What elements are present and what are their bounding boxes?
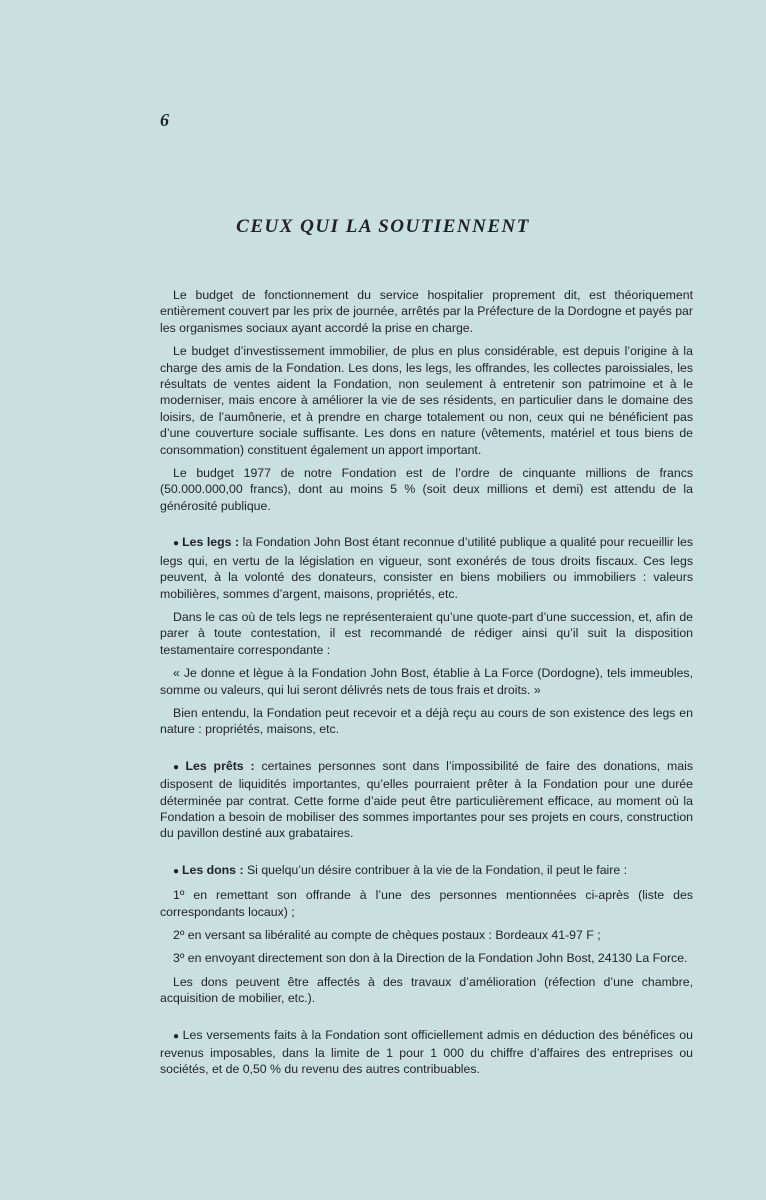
paragraph-dons-affectes: Les dons peuvent être affectés à des travaux d’amélioration (réfection d’une chambre, acquisition de mobilier, etc.). — [160, 974, 693, 1006]
bullet-icon: ● — [173, 865, 180, 877]
paragraph-budget-investissement: Le budget d’investissement immobilier, de plus en plus considérable, est depuis l’origine à la charge des amis de la Fondation. Les dons, les legs, les offrandes, les collectes paroissiales, les résultats de ventes aident la Fondation, non seulement à entretenir son patrimoine et à le moderniser, mais encore à améliorer la vie de ses résidents, en particulier dans le domaine des loisirs, de l’aumônerie, et à prendre en charge totalement ou non, ceux qui ne bénéficient pas d’une couverture sociale suffisante. Les dons en nature (vêtements, matériel et tous biens de consommation) constituent également un apport important. — [160, 344, 693, 457]
bullet-icon: ● — [173, 761, 183, 773]
bullet-icon: ● — [173, 538, 180, 550]
dons-item-2: 2º en versant sa libéralité au compte de chèques postaux : Bordeaux 41-97 F ; — [173, 928, 601, 942]
dons-item-1: 1º en remettant son offrande à l’une des personnes mentionnées ci-après (liste des correspondants locaux) ; — [160, 888, 693, 919]
dons-heading: Les dons : — [182, 862, 244, 877]
section-prets — [160, 758, 693, 842]
prets-text: certaines personnes sont dans l’impossibilité de faire des donations, mais disposent de liquidités importantes, qu’elles pourraient prêter à la Fondation pour une durée déterminée par contrat. Cette forme d’aide peut être particulièrement efficace, au moment où la Fondation a besoin de mobiliser des sommes importantes pour ses projets en cours, construction du pavillon destiné aux grabataires. — [160, 758, 694, 841]
page-title: CEUX QUI LA SOUTIENNENT — [236, 216, 530, 237]
paragraph-budget-fonctionnement: Le budget de fonctionnement du service hospitalier proprement dit, est théoriquement entièrement couvert par les prix de journée, arrêtés par la Préfecture de la Dordogne et payés par les organismes sociaux ayant accordé la prise en charge. — [160, 288, 693, 335]
paragraph-legs-quote: « Je donne et lègue à la Fondation John Bost, établie à La Force (Dordogne), tels immeubles, somme ou valeurs, qui lui seront délivrés nets de tous frais et droits. » — [160, 666, 693, 697]
paragraph-budget-1977: Le budget 1977 de notre Fondation est de l’ordre de cinquante millions de francs (50.000.000,00 francs), dont au moins 5 % (soit deux millions et demi) est attendu de la générosité publique. — [160, 466, 693, 513]
paragraph-legs-quote-part: Dans le cas où de tels legs ne représenteraient qu’une quote-part d’une succession, et, afin de parer à toute contestation, il est recommandé de rédiger ainsi qu’il suit la disposition testamentaire correspondante : — [160, 609, 693, 657]
section-dons — [160, 862, 693, 880]
dons-item-3: 3º en envoyant directement son don à la Direction de la Fondation John Bost, 24130 La Force. — [173, 951, 688, 966]
bullet-icon: ● — [173, 1030, 180, 1042]
versements-text: Les versements faits à la Fondation sont officiellement admis en déduction des bénéfices ou revenus imposables, dans la limite de 1 pour 1 000 du chiffre d’affaires des entreprises ou sociétés, et de 0,50 % du revenu des autres contribuables. — [160, 1027, 693, 1077]
dons-text: Si quelqu’un désire contribuer à la vie de la Fondation, il peut le faire : — [243, 862, 628, 877]
section-versements — [160, 1027, 693, 1078]
prets-heading: Les prêts : — [185, 758, 255, 773]
page-number: 6 — [160, 110, 169, 130]
paragraph-legs-nature: Bien entendu, la Fondation peut recevoir et a déjà reçu au cours de son existence des legs en nature : propriétés, maisons, etc. — [160, 705, 693, 737]
legs-text: la Fondation John Bost étant reconnue d’utilité publique a qualité pour recueillir les legs qui, en vertu de la législation en vigueur, sont exonérés de tous droits fiscaux. Ces legs peuvent, à la volonté des donateurs, consister en biens mobiliers ou immobiliers : valeurs mobilières, sommes d’argent, maisons, propriétés, etc. — [160, 535, 693, 601]
body-text — [160, 287, 693, 1085]
legs-heading: Les legs : — [182, 535, 240, 550]
section-legs — [160, 534, 693, 602]
